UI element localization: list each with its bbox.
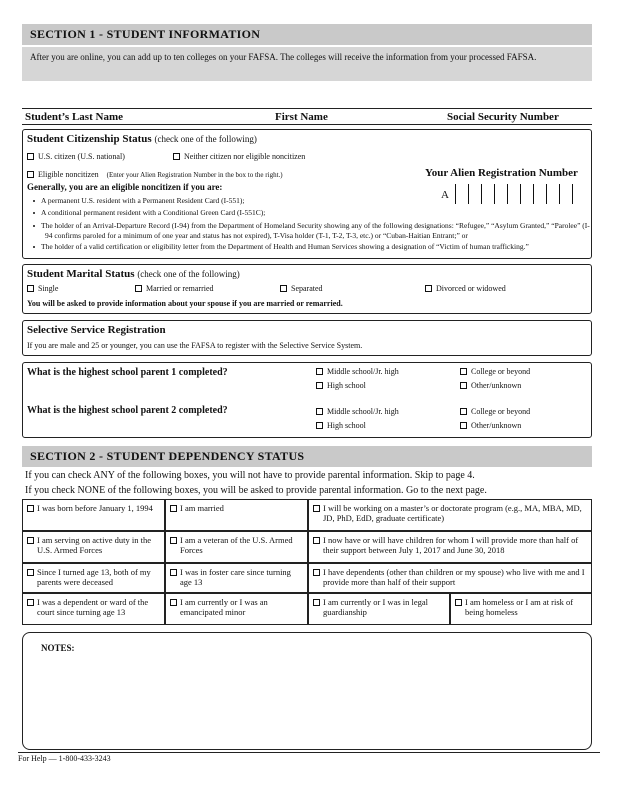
checkbox-icon[interactable] bbox=[27, 505, 34, 512]
alien-number-label: Your Alien Registration Number bbox=[425, 167, 578, 179]
alien-prefix: A bbox=[441, 189, 449, 201]
dependency-option[interactable]: I am currently or I was an emancipated minor bbox=[165, 593, 308, 625]
checkbox-icon[interactable] bbox=[316, 408, 323, 415]
checkbox-icon[interactable] bbox=[27, 599, 34, 606]
option-divorced[interactable]: Divorced or widowed bbox=[425, 284, 506, 293]
section1-title: SECTION 1 - STUDENT INFORMATION bbox=[22, 24, 592, 45]
option-separated[interactable]: Separated bbox=[280, 284, 323, 293]
checkbox-icon[interactable] bbox=[313, 537, 320, 544]
p1-option-high[interactable]: High school bbox=[316, 381, 366, 390]
selective-text: If you are male and 25 or younger, you can use the FAFSA to register with the Selective Service System. bbox=[27, 341, 363, 350]
p1-option-other[interactable]: Other/unknown bbox=[460, 381, 521, 390]
alien-number-field[interactable] bbox=[441, 184, 573, 206]
section2-line2: If you check NONE of the following boxes, you will be asked to provide parental information. Go to the next page. bbox=[25, 485, 487, 496]
eligible-bullet: A permanent U.S. resident with a Permanent Resident Card (I-551); bbox=[33, 196, 413, 206]
dependency-option[interactable]: I was a dependent or ward of the court since turning age 13 bbox=[22, 593, 165, 625]
checkbox-icon[interactable] bbox=[27, 537, 34, 544]
name-row-underline bbox=[22, 124, 592, 125]
option-citizen[interactable]: U.S. citizen (U.S. national) bbox=[27, 152, 125, 161]
option-married[interactable]: Married or remarried bbox=[135, 284, 214, 293]
section1-intro: After you are online, you can add up to ten colleges on your FAFSA. The colleges will receive the information from your processed FAFSA. bbox=[22, 47, 592, 81]
dependency-option[interactable]: I am married bbox=[165, 499, 308, 531]
checkbox-icon[interactable] bbox=[316, 368, 323, 375]
marital-instruction: (check one of the following) bbox=[137, 269, 240, 279]
p2-option-middle[interactable]: Middle school/Jr. high bbox=[316, 407, 399, 416]
eligible-bullet: A conditional permanent resident with a Conditional Green Card (I-551C); bbox=[33, 208, 413, 218]
dependency-option[interactable]: I was in foster care since turning age 13 bbox=[165, 563, 308, 593]
p1-option-college[interactable]: College or beyond bbox=[460, 367, 530, 376]
checkbox-icon[interactable] bbox=[316, 382, 323, 389]
p1-option-middle[interactable]: Middle school/Jr. high bbox=[316, 367, 399, 376]
citizenship-section bbox=[22, 129, 592, 259]
dependency-option[interactable]: I have dependents (other than children or my spouse) who live with me and I provide more than half of their support bbox=[308, 563, 592, 593]
first-name-label: First Name bbox=[275, 111, 328, 123]
checkbox-icon[interactable] bbox=[313, 599, 320, 606]
option-neither[interactable]: Neither citizen nor eligible noncitizen bbox=[173, 152, 305, 161]
marital-heading: Student Marital Status bbox=[27, 268, 135, 280]
checkbox-icon[interactable] bbox=[460, 408, 467, 415]
checkbox-icon[interactable] bbox=[27, 569, 34, 576]
eligible-bullet: The holder of an Arrival-Departure Record (I-94) from the Department of Homeland Security showing any of the following designations: “Refugee,” “Asylum Granted,” “Parolee” (I-94 confirms paroled for a minimum of one year and status has not expired), T-Visa holder (T-1, T-2, T-3, etc.) or “Cuban-Haitian Entrant;” or bbox=[33, 221, 597, 241]
p2-option-other[interactable]: Other/unknown bbox=[460, 421, 521, 430]
checkbox-icon[interactable] bbox=[455, 599, 462, 606]
checkbox-icon[interactable] bbox=[313, 505, 320, 512]
checkbox-icon[interactable] bbox=[170, 599, 177, 606]
checkbox-icon[interactable] bbox=[135, 285, 142, 292]
citizenship-instruction: (check one of the following) bbox=[154, 134, 257, 144]
eligible-note: (Enter your Alien Registration Number in the box to the right.) bbox=[106, 171, 283, 179]
dependency-option[interactable]: I will be working on a master’s or doctorate program (e.g., MA, MBA, MD, JD, PhD, EdD, graduate certificate) bbox=[308, 499, 592, 531]
checkbox-icon[interactable] bbox=[313, 569, 320, 576]
checkbox-icon[interactable] bbox=[316, 422, 323, 429]
help-phone: For Help — 1-800-433-3243 bbox=[18, 754, 111, 763]
option-eligible-noncitizen[interactable]: Eligible noncitizen (Enter your Alien Registration Number in the box to the right.) bbox=[27, 170, 283, 179]
marital-note: You will be asked to provide information about your spouse if you are married or remarried. bbox=[27, 299, 343, 308]
eligible-general-heading: Generally, you are an eligible noncitizen if you are: bbox=[27, 182, 223, 192]
citizenship-heading: Student Citizenship Status bbox=[27, 133, 152, 145]
section2-line1: If you can check ANY of the following boxes, you will not have to provide parental information. Skip to page 4. bbox=[25, 470, 475, 481]
dependency-option[interactable]: Since I turned age 13, both of my parents were deceased bbox=[22, 563, 165, 593]
checkbox-icon[interactable] bbox=[460, 382, 467, 389]
option-single[interactable]: Single bbox=[27, 284, 58, 293]
dependency-option[interactable]: I am currently or I was in legal guardianship bbox=[308, 593, 450, 625]
ssn-label: Social Security Number bbox=[447, 111, 559, 123]
selective-heading: Selective Service Registration bbox=[27, 324, 166, 336]
checkbox-icon[interactable] bbox=[425, 285, 432, 292]
dependency-option[interactable]: I now have or will have children for whom I will provide more than half of their support between July 1, 2017 and June 30, 2018 bbox=[308, 531, 592, 563]
dependency-option[interactable]: I was born before January 1, 1994 bbox=[22, 499, 165, 531]
selective-service-section bbox=[22, 320, 592, 356]
checkbox-icon[interactable] bbox=[170, 537, 177, 544]
checkbox-icon[interactable] bbox=[280, 285, 287, 292]
last-name-label: Student’s Last Name bbox=[25, 111, 123, 123]
checkbox-icon[interactable] bbox=[173, 153, 180, 160]
checkbox-icon[interactable] bbox=[27, 153, 34, 160]
name-row-divider bbox=[22, 108, 592, 109]
eligible-bullet: The holder of a valid certification or eligibility letter from the Department of Health and Human Services showing a designation of “Victim of human trafficking.” bbox=[33, 242, 589, 252]
p2-option-high[interactable]: High school bbox=[316, 421, 366, 430]
notes-box[interactable] bbox=[22, 632, 592, 750]
checkbox-icon[interactable] bbox=[27, 171, 34, 178]
dependency-option[interactable]: I am a veteran of the U.S. Armed Forces bbox=[165, 531, 308, 563]
checkbox-icon[interactable] bbox=[460, 368, 467, 375]
footer-rule bbox=[18, 752, 600, 753]
parent1-question: What is the highest school parent 1 completed? bbox=[27, 367, 228, 378]
parent-education-section bbox=[22, 362, 592, 438]
checkbox-icon[interactable] bbox=[170, 505, 177, 512]
p2-option-college[interactable]: College or beyond bbox=[460, 407, 530, 416]
section2-title: SECTION 2 - STUDENT DEPENDENCY STATUS bbox=[22, 446, 592, 467]
checkbox-icon[interactable] bbox=[170, 569, 177, 576]
dependency-option[interactable]: I am homeless or I am at risk of being homeless bbox=[450, 593, 592, 625]
dependency-option[interactable]: I am serving on active duty in the U.S. Armed Forces bbox=[22, 531, 165, 563]
notes-label: NOTES: bbox=[41, 643, 75, 653]
checkbox-icon[interactable] bbox=[27, 285, 34, 292]
checkbox-icon[interactable] bbox=[460, 422, 467, 429]
marital-section bbox=[22, 264, 592, 314]
parent2-question: What is the highest school parent 2 completed? bbox=[27, 405, 228, 416]
